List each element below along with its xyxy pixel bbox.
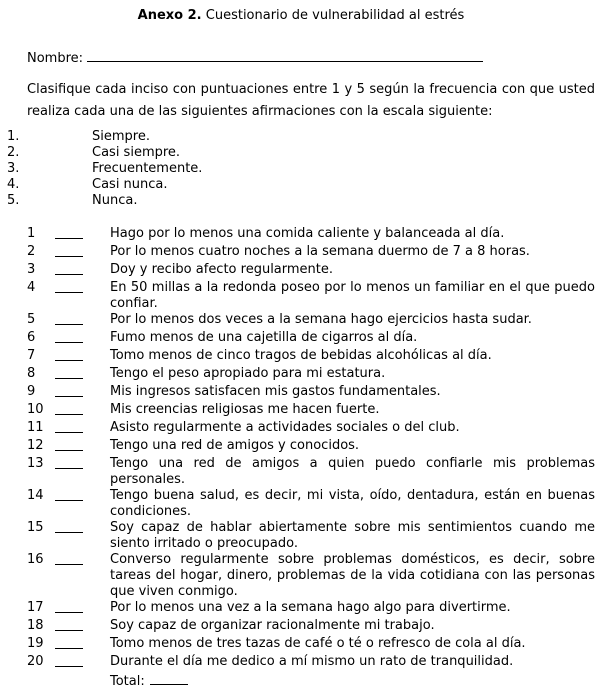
item-text: Hago por lo menos una comida caliente y balanceada al día. xyxy=(110,226,505,241)
scale-option-row xyxy=(7,193,595,209)
scale-option-number: 2. xyxy=(7,145,20,160)
item-blank-cell xyxy=(55,402,110,420)
item-text: Converso regularmente sobre problemas domésticos, es decir, sobre tareas del hogar, dinero, problemas de la vida cotidiana con las personas que viven conmigo. xyxy=(110,552,595,599)
instructions-paragraph: Clasifique cada inciso con puntuaciones entre 1 y 5 según la frecuencia con que usted realiza cada una de las siguientes afirmaciones con la escala siguiente: xyxy=(27,82,595,119)
questionnaire-item-row xyxy=(27,384,595,402)
item-number: 11 xyxy=(27,420,44,435)
item-number: 17 xyxy=(27,600,44,615)
item-blank-cell xyxy=(55,330,110,348)
item-text: Soy capaz de hablar abiertamente sobre mis sentimientos cuando me siento irritado o preocupado. xyxy=(110,520,595,551)
item-text: Por lo menos dos veces a la semana hago ejercicios hasta sudar. xyxy=(110,312,532,327)
item-text: Tomo menos de tres tazas de café o té o refresco de cola al día. xyxy=(110,636,526,651)
item-blank-cell xyxy=(55,654,110,672)
item-text: Por lo menos una vez a la semana hago algo para divertirme. xyxy=(110,600,511,615)
answer-blank[interactable] xyxy=(55,618,83,631)
item-text: Tengo una red de amigos y conocidos. xyxy=(110,438,360,453)
item-blank-cell xyxy=(55,420,110,438)
questionnaire-item-row xyxy=(27,456,595,488)
item-blank-cell xyxy=(55,280,110,298)
answer-blank[interactable] xyxy=(55,600,83,613)
answer-blank[interactable] xyxy=(55,456,83,469)
questionnaire-item-row xyxy=(27,262,595,280)
item-number: 4 xyxy=(27,280,36,295)
item-text: Tengo una red de amigos a quien puedo confiarle mis problemas personales. xyxy=(110,456,595,487)
total-label: Total: xyxy=(110,674,145,689)
questionnaire-item-row xyxy=(27,348,595,366)
answer-blank[interactable] xyxy=(55,402,83,415)
questionnaire-item-row xyxy=(27,552,595,600)
answer-blank[interactable] xyxy=(55,520,83,533)
questionnaire-item-row xyxy=(27,520,595,552)
item-text: Durante el día me dedico a mí mismo un rato de tranquilidad. xyxy=(110,654,514,669)
scale-option-label: Casi nunca. xyxy=(92,177,168,192)
item-text: Por lo menos cuatro noches a la semana duermo de 7 a 8 horas. xyxy=(110,244,530,259)
scale-option-number: 5. xyxy=(7,193,20,208)
scale-option-number: 1. xyxy=(7,129,20,144)
item-text: Soy capaz de organizar racionalmente mi trabajo. xyxy=(110,618,435,633)
answer-blank[interactable] xyxy=(55,262,83,275)
item-text: Mis creencias religiosas me hacen fuerte. xyxy=(110,402,380,417)
item-number: 12 xyxy=(27,438,44,453)
scale-option-row xyxy=(7,161,595,177)
item-blank-cell xyxy=(55,262,110,280)
answer-blank[interactable] xyxy=(55,366,83,379)
questionnaire-items-list xyxy=(27,226,595,672)
item-blank-cell xyxy=(55,244,110,262)
scale-option-label: Frecuentemente. xyxy=(92,161,203,176)
answer-blank[interactable] xyxy=(55,280,83,293)
questionnaire-item-row xyxy=(27,488,595,520)
item-blank-cell xyxy=(55,488,110,506)
questionnaire-item-row xyxy=(27,618,595,636)
item-blank-cell xyxy=(55,384,110,402)
item-number: 19 xyxy=(27,636,44,651)
item-number: 5 xyxy=(27,312,36,327)
scale-option-label: Casi siempre. xyxy=(92,145,181,160)
item-text: Mis ingresos satisfacen mis gastos fundamentales. xyxy=(110,384,441,399)
item-text: En 50 millas a la redonda poseo por lo menos un familiar en el que puedo confiar. xyxy=(110,280,595,311)
item-number: 15 xyxy=(27,520,44,535)
item-text: Tengo el peso apropiado para mi estatura. xyxy=(110,366,386,381)
item-number: 18 xyxy=(27,618,44,633)
item-number: 2 xyxy=(27,244,36,259)
scale-option-row xyxy=(7,129,595,145)
item-blank-cell xyxy=(55,618,110,636)
answer-blank[interactable] xyxy=(55,438,83,451)
answer-blank[interactable] xyxy=(55,330,83,343)
scale-option-row xyxy=(7,177,595,193)
questionnaire-item-row xyxy=(27,420,595,438)
scale-list xyxy=(7,129,595,209)
answer-blank[interactable] xyxy=(55,348,83,361)
answer-blank[interactable] xyxy=(55,226,83,239)
item-number: 7 xyxy=(27,348,36,363)
scale-option-label: Nunca. xyxy=(92,193,138,208)
item-blank-cell xyxy=(55,456,110,474)
item-blank-cell xyxy=(55,366,110,384)
item-number: 1 xyxy=(27,226,36,241)
scale-option-number: 4. xyxy=(7,177,20,192)
total-row xyxy=(27,672,595,690)
item-number: 16 xyxy=(27,552,44,567)
item-number: 6 xyxy=(27,330,36,345)
item-blank-cell xyxy=(55,312,110,330)
item-text: Tomo menos de cinco tragos de bebidas alcohólicas al día. xyxy=(110,348,492,363)
answer-blank[interactable] xyxy=(55,654,83,667)
questionnaire-item-row xyxy=(27,636,595,654)
questionnaire-item-row xyxy=(27,600,595,618)
item-number: 9 xyxy=(27,384,36,399)
item-blank-cell xyxy=(55,226,110,244)
name-input-blank[interactable] xyxy=(87,48,483,62)
item-number: 10 xyxy=(27,402,44,417)
questionnaire-item-row xyxy=(27,366,595,384)
scale-option-label: Siempre. xyxy=(92,129,150,144)
item-blank-cell xyxy=(55,520,110,538)
item-text: Doy y recibo afecto regularmente. xyxy=(110,262,334,277)
item-number: 20 xyxy=(27,654,44,669)
answer-blank[interactable] xyxy=(55,552,83,565)
questionnaire-item-row xyxy=(27,244,595,262)
questionnaire-item-row xyxy=(27,280,595,312)
item-blank-cell xyxy=(55,552,110,570)
total-input-blank[interactable] xyxy=(150,672,188,685)
answer-blank[interactable] xyxy=(55,488,83,501)
item-blank-cell xyxy=(55,600,110,618)
name-field-row xyxy=(27,48,595,67)
questionnaire-item-row xyxy=(27,402,595,420)
item-number: 3 xyxy=(27,262,36,277)
item-text: Tengo buena salud, es decir, mi vista, oído, dentadura, están en buenas condiciones. xyxy=(110,488,595,519)
item-blank-cell xyxy=(55,348,110,366)
item-blank-cell xyxy=(55,438,110,456)
item-text: Asisto regularmente a actividades sociales o del club. xyxy=(110,420,460,435)
item-blank-cell xyxy=(55,636,110,654)
questionnaire-item-row xyxy=(27,330,595,348)
scale-option-number: 3. xyxy=(7,161,20,176)
questionnaire-item-row xyxy=(27,654,595,672)
title-annex-label: Anexo 2. xyxy=(137,8,202,23)
answer-blank[interactable] xyxy=(55,384,83,397)
title-subtitle: Cuestionario de vulnerabilidad al estrés xyxy=(201,8,465,23)
item-text: Fumo menos de una cajetilla de cigarros al día. xyxy=(110,330,418,345)
page-title xyxy=(7,8,595,24)
questionnaire-item-row xyxy=(27,312,595,330)
item-number: 14 xyxy=(27,488,44,503)
answer-blank[interactable] xyxy=(55,244,83,257)
answer-blank[interactable] xyxy=(55,420,83,433)
questionnaire-item-row xyxy=(27,438,595,456)
item-number: 8 xyxy=(27,366,36,381)
name-label: Nombre: xyxy=(27,51,84,66)
item-number: 13 xyxy=(27,456,44,471)
scale-option-row xyxy=(7,145,595,161)
answer-blank[interactable] xyxy=(55,636,83,649)
questionnaire-item-row xyxy=(27,226,595,244)
answer-blank[interactable] xyxy=(55,312,83,325)
